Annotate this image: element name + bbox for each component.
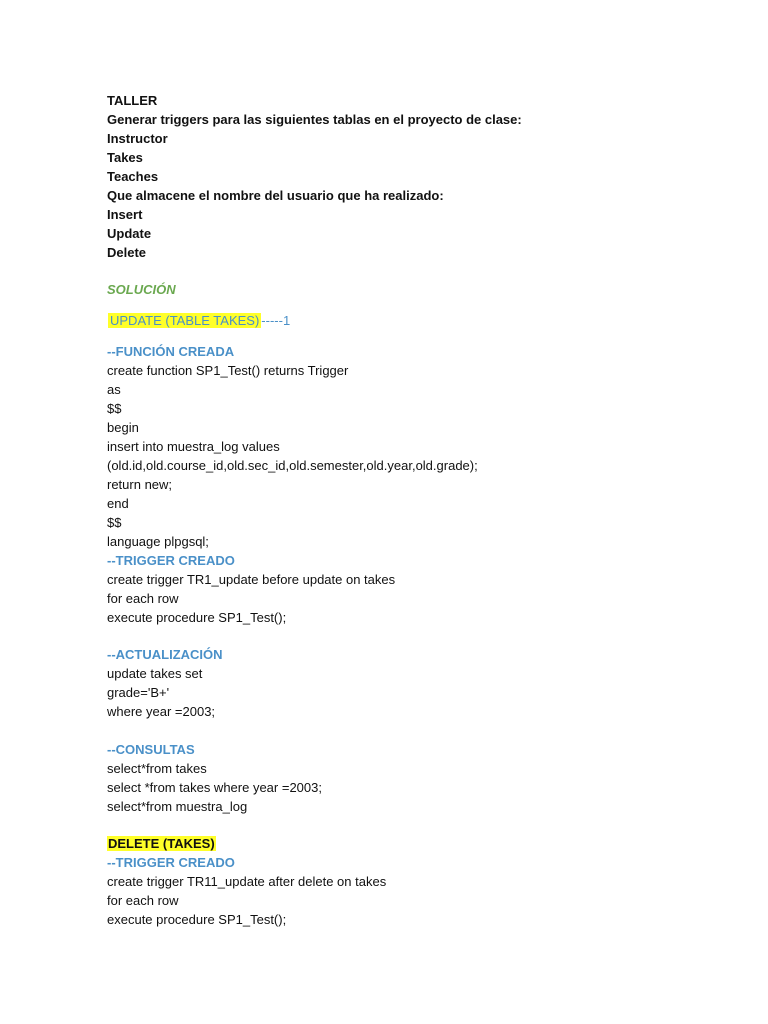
code-line: create function SP1_Test() returns Trigger (107, 363, 349, 378)
function-comment: --FUNCIÓN CREADA (107, 344, 235, 359)
code-line: create trigger TR11_update after delete on takes (107, 874, 387, 889)
code-line: language plpgsql; (107, 534, 209, 549)
code-line: select *from takes where year =2003; (107, 780, 322, 795)
solution-heading: SOLUCIÓN (107, 282, 176, 297)
code-line: $$ (107, 515, 122, 530)
code-line: create trigger TR1_update before update on takes (107, 572, 396, 587)
delete-section-label: DELETE (TAKES) (108, 836, 215, 851)
code-line: for each row (107, 893, 179, 908)
table-item-takes: Takes (107, 150, 143, 165)
operation-insert: Insert (107, 207, 143, 222)
table-item-instructor: Instructor (107, 131, 168, 146)
operation-delete: Delete (107, 245, 147, 260)
delete-section-heading (107, 835, 216, 852)
code-line: insert into muestra_log values (107, 439, 280, 454)
code-line: end (107, 496, 129, 511)
update-comment: --ACTUALIZACIÓN (107, 647, 223, 662)
trigger-comment: --TRIGGER CREADO (107, 553, 235, 568)
code-line: select*from muestra_log (107, 799, 248, 814)
code-line: as (107, 382, 121, 397)
query-comment: --CONSULTAS (107, 742, 195, 757)
code-line: where year =2003; (107, 704, 216, 719)
code-line: (old.id,old.course_id,old.sec_id,old.semester,old.year,old.grade); (107, 458, 478, 473)
instruction-text: Generar triggers para las siguientes tablas en el proyecto de clase: (107, 112, 522, 127)
code-line: begin (107, 420, 139, 435)
code-line: return new; (107, 477, 173, 492)
operation-update: Update (107, 226, 152, 241)
code-line: $$ (107, 401, 122, 416)
question-text: Que almacene el nombre del usuario que ha realizado: (107, 188, 444, 203)
code-line: grade='B+' (107, 685, 170, 700)
delete-trigger-comment: --TRIGGER CREADO (107, 855, 235, 870)
update-section-heading (108, 312, 290, 329)
table-item-teaches: Teaches (107, 169, 159, 184)
code-line: update takes set (107, 666, 203, 681)
code-line: execute procedure SP1_Test(); (107, 912, 287, 927)
code-line: execute procedure SP1_Test(); (107, 610, 287, 625)
code-line: for each row (107, 591, 179, 606)
update-section-label: UPDATE (TABLE TAKES) (110, 313, 260, 328)
doc-title: TALLER (107, 93, 158, 108)
update-section-suffix: -----1 (261, 313, 291, 328)
code-line: select*from takes (107, 761, 207, 776)
